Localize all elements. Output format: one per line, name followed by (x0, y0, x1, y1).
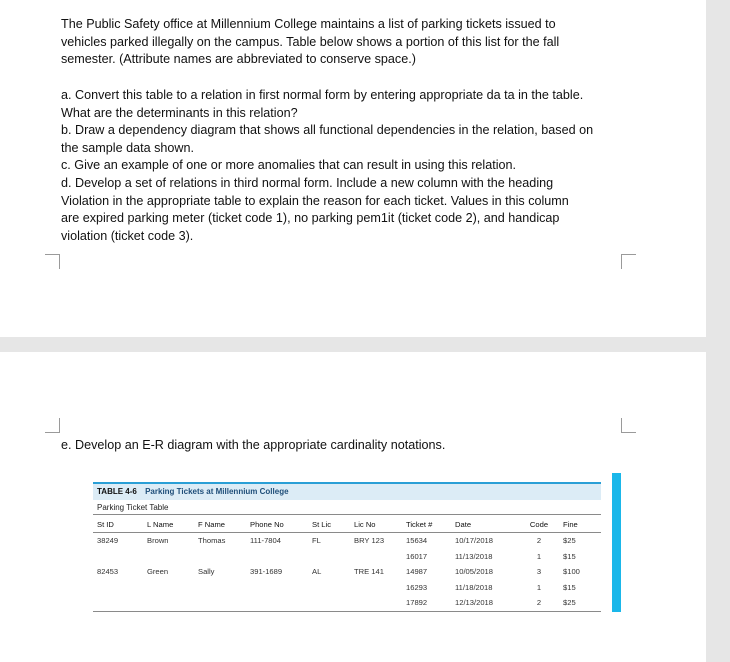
question-line: Violation in the appropriate table to explain the reason for each ticket. Values in this column (61, 193, 569, 208)
table-row: 82453 Green Sally 391-1689 AL TRE 141 14987 10/05/2018 3 $100 (97, 567, 580, 577)
table-title: Parking Tickets at Millennium College (145, 487, 289, 496)
question-line: are expired parking meter (ticket code 1), no parking pem1it (ticket code 2), and handicap (61, 211, 560, 226)
question-line: d. Develop a set of relations in third normal form. Include a new column with the heading (61, 175, 554, 190)
margin-corner-mark (45, 418, 60, 433)
question-line: What are the determinants in this relation? (61, 105, 298, 120)
question-line: c. Give an example of one or more anomalies that can result in using this relation. (61, 158, 517, 173)
table-row: 16017 11/13/2018 1 $15 (406, 551, 576, 561)
question-e: e. Develop an E-R diagram with the appropriate cardinality notations. (61, 438, 446, 452)
col-header-fine: Fine (559, 515, 601, 533)
table-row: 16293 11/18/2018 1 $15 (406, 582, 576, 592)
col-header-f-name: F Name (194, 515, 246, 533)
col-header-code: Code (519, 515, 559, 533)
intro-line: The Public Safety office at Millennium College maintains a list of parking tickets issued to (61, 17, 556, 31)
window-scroll-gutter (706, 0, 730, 652)
col-header-st-lic: St Lic (308, 515, 350, 533)
question-line: the sample data shown. (61, 140, 195, 155)
question-line: violation (ticket code 3). (61, 228, 194, 243)
col-header-ticket: Ticket # (402, 515, 451, 533)
margin-corner-mark (621, 418, 636, 433)
intro-line: semester. (Attribute names are abbreviated to conserve space.) (61, 52, 416, 67)
table-header-row (93, 515, 601, 533)
col-header-date: Date (451, 515, 519, 533)
table-row: 38249 Brown Thomas 111-7804 FL BRY 123 15634 10/17/2018 2 $25 (97, 536, 576, 546)
margin-corner-mark (45, 254, 60, 269)
document-page-1 (0, 0, 706, 337)
question-line: a. Convert this table to a relation in first normal form by entering appropriate da ta in the table. (61, 88, 584, 102)
table-caption (93, 482, 601, 500)
intro-paragraph (61, 16, 631, 69)
margin-corner-mark (621, 254, 636, 269)
table-row: 17892 12/13/2018 2 $25 (93, 595, 601, 611)
parking-ticket-table (93, 515, 601, 612)
questions-paragraph (61, 87, 631, 245)
image-selection-bar[interactable] (612, 473, 621, 612)
table-number: TABLE 4-6 (97, 487, 137, 496)
parking-ticket-figure (93, 482, 601, 612)
intro-line: vehicles parked illegally on the campus. Table below shows a portion of this list for the fall (61, 34, 560, 49)
col-header-l-name: L Name (143, 515, 194, 533)
col-header-phone-no: Phone No (246, 515, 308, 533)
table-subtitle: Parking Ticket Table (93, 500, 601, 515)
question-line: b. Draw a dependency diagram that shows all functional dependencies in the relation, based on (61, 123, 594, 138)
col-header-st-id: St ID (93, 515, 143, 533)
col-header-lic-no: Lic No (350, 515, 402, 533)
